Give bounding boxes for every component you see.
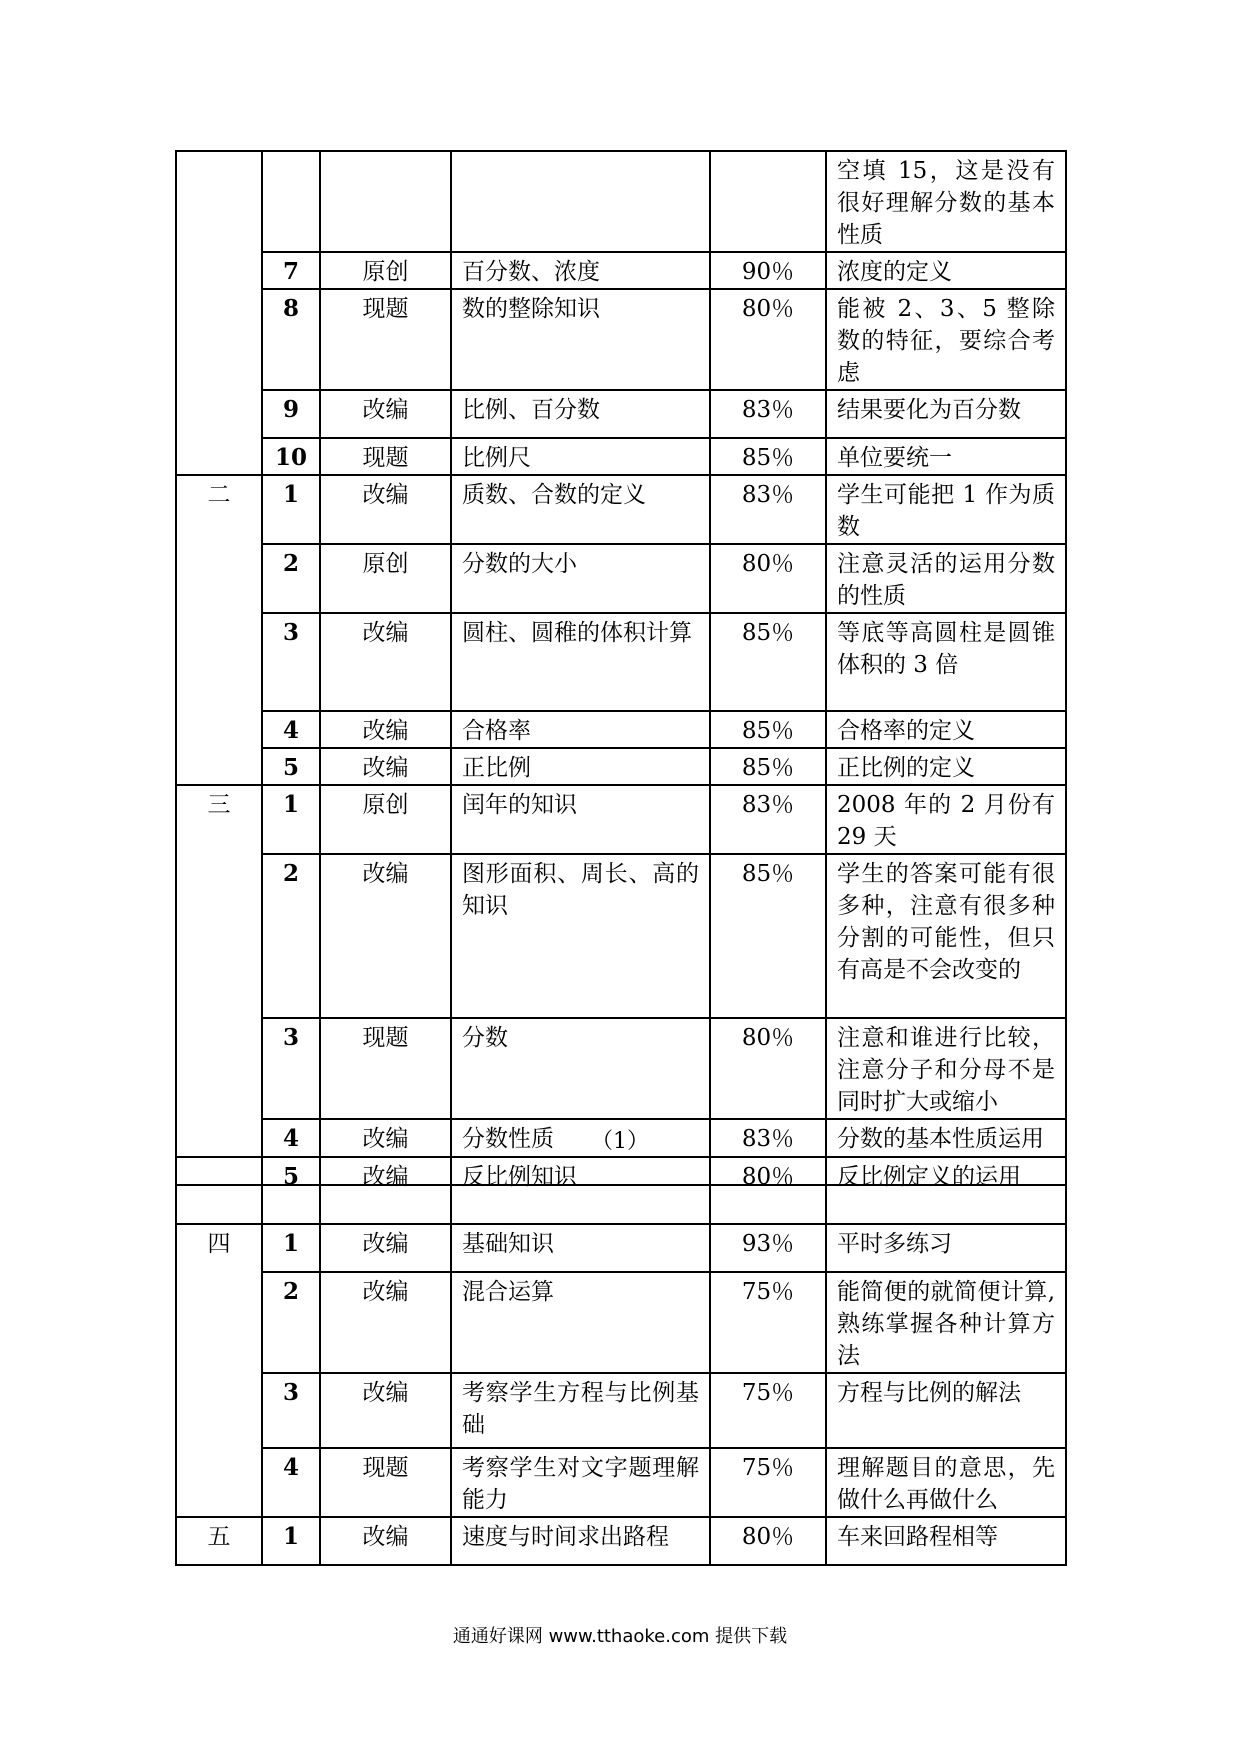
knowledge-point-cell: 分数 [451, 1018, 710, 1119]
expected-rate-cell: 85％ [710, 711, 826, 748]
knowledge-point-cell [451, 151, 710, 252]
question-type-cell: 改编 [320, 1119, 451, 1185]
question-type-cell: 改编 [320, 1272, 451, 1373]
question-number-cell [262, 151, 320, 252]
knowledge-point-cell: 正比例 [451, 748, 710, 785]
knowledge-point-cell: 质数、合数的定义 [451, 475, 710, 544]
table-row [176, 151, 1066, 252]
question-number-cell: 9 [262, 390, 320, 438]
knowledge-point-cell: 考察学生对文字题理解能力 [451, 1448, 710, 1517]
table-row [176, 438, 1066, 475]
question-type-cell: 现题 [320, 1018, 451, 1119]
table-row [176, 544, 1066, 613]
note-cell: 学生可能把 1 作为质数 [826, 475, 1066, 544]
table-row [176, 748, 1066, 785]
expected-rate-cell: 75％ [710, 1448, 826, 1517]
question-type-cell: 改编 [320, 1224, 451, 1272]
question-number-cell: 5 [262, 1157, 320, 1224]
knowledge-point-cell: 图形面积、周长、高的知识 [451, 854, 710, 1018]
question-number-cell: 10 [262, 438, 320, 475]
question-number-cell: 3 [262, 613, 320, 711]
knowledge-point-cell: 比例、百分数 [451, 390, 710, 438]
expected-rate-cell: 93％ [710, 1224, 826, 1272]
expected-rate-cell: 85％ [710, 854, 826, 1018]
note-cell: 正比例的定义 [826, 748, 1066, 785]
question-type-cell: 改编 [320, 613, 451, 711]
expected-rate-cell: 83％ [710, 785, 826, 854]
knowledge-point-cell: 闰年的知识 [451, 785, 710, 854]
note-cell: 平时多练习 [826, 1224, 1066, 1272]
note-cell: 合格率的定义 [826, 711, 1066, 748]
question-type-cell [320, 151, 451, 252]
question-number-cell: 1 [262, 1517, 320, 1565]
expected-rate-cell: 83％ [710, 475, 826, 544]
table-row [176, 1517, 1066, 1565]
table-row [176, 1272, 1066, 1373]
expected-rate-cell: 85％ [710, 438, 826, 475]
question-type-cell: 原创 [320, 544, 451, 613]
table-row [176, 1224, 1066, 1272]
question-number-cell: 1 [262, 785, 320, 854]
question-number-cell: 1 [262, 1224, 320, 1272]
question-number-cell: 4 [262, 1119, 320, 1185]
table-row [176, 711, 1066, 748]
question-type-cell: 改编 [320, 390, 451, 438]
section-cell: 五 [176, 1517, 262, 1565]
note-cell: 能简便的就简便计算,熟练掌握各种计算方法 [826, 1272, 1066, 1373]
note-cell: 空填 15，这是没有很好理解分数的基本性质 [826, 151, 1066, 252]
knowledge-point-cell: 分数性质 [451, 1119, 710, 1185]
knowledge-point-cell: 反比例知识 [451, 1157, 710, 1224]
question-number-cell: 1 [262, 475, 320, 544]
note-cell: 结果要化为百分数 [826, 390, 1066, 438]
expected-rate-cell: 80％ [710, 1157, 826, 1224]
note-cell: 学生的答案可能有很多种，注意有很多种分割的可能性，但只有高是不会改变的 [826, 854, 1066, 1018]
question-type-cell: 改编 [320, 1157, 451, 1224]
question-type-cell: 改编 [320, 475, 451, 544]
note-cell: 分数的基本性质运用 [826, 1119, 1066, 1185]
question-type-cell: 现题 [320, 289, 451, 390]
note-cell: 2008 年的 2 月份有 29 天 [826, 785, 1066, 854]
question-number-cell: 7 [262, 252, 320, 289]
page-footer: 通通好课网 www.tthaoke.com 提供下载 [452, 1626, 788, 1647]
table-row [176, 1157, 1066, 1224]
table-row [176, 475, 1066, 544]
question-type-cell: 现题 [320, 1448, 451, 1517]
analysis-table-part-2 [175, 1156, 1067, 1566]
expected-rate-cell: 80％ [710, 1018, 826, 1119]
note-cell: 浓度的定义 [826, 252, 1066, 289]
note-cell: 反比例定义的运用 [826, 1157, 1066, 1224]
table-row [176, 1018, 1066, 1119]
knowledge-point-cell: 数的整除知识 [451, 289, 710, 390]
note-cell: 单位要统一 [826, 438, 1066, 475]
section-cell [176, 1157, 262, 1224]
knowledge-point-cell: 合格率 [451, 711, 710, 748]
knowledge-point-cell: 基础知识 [451, 1224, 710, 1272]
note-cell: 能被 2、3、5 整除数的特征，要综合考虑 [826, 289, 1066, 390]
question-type-cell: 改编 [320, 711, 451, 748]
expected-rate-cell: 83％ [710, 1119, 826, 1185]
expected-rate-cell: 75％ [710, 1373, 826, 1448]
question-type-cell: 改编 [320, 1517, 451, 1565]
expected-rate-cell: 90％ [710, 252, 826, 289]
table-caption: （1） [591, 1129, 649, 1154]
table-row [176, 613, 1066, 711]
table-row [176, 390, 1066, 438]
question-number-cell: 5 [262, 748, 320, 785]
knowledge-point-cell: 混合运算 [451, 1272, 710, 1373]
expected-rate-cell: 75％ [710, 1272, 826, 1373]
expected-rate-cell: 85％ [710, 613, 826, 711]
knowledge-point-cell: 比例尺 [451, 438, 710, 475]
analysis-table-part-1 [175, 150, 1067, 1186]
question-type-cell: 改编 [320, 854, 451, 1018]
question-type-cell: 改编 [320, 1373, 451, 1448]
table-row [176, 252, 1066, 289]
expected-rate-cell: 80％ [710, 1517, 826, 1565]
section-cell [176, 151, 262, 475]
table-row [176, 854, 1066, 1018]
question-type-cell: 原创 [320, 785, 451, 854]
expected-rate-cell: 85％ [710, 748, 826, 785]
table-row [176, 289, 1066, 390]
section-cell: 二 [176, 475, 262, 785]
table-row [176, 785, 1066, 854]
expected-rate-cell [710, 151, 826, 252]
question-number-cell: 8 [262, 289, 320, 390]
question-type-cell: 原创 [320, 252, 451, 289]
question-number-cell: 2 [262, 544, 320, 613]
question-number-cell: 2 [262, 1272, 320, 1373]
knowledge-point-cell: 百分数、浓度 [451, 252, 710, 289]
question-number-cell: 4 [262, 711, 320, 748]
knowledge-point-cell: 圆柱、圆稚的体积计算 [451, 613, 710, 711]
expected-rate-cell: 80％ [710, 544, 826, 613]
note-cell: 注意灵活的运用分数的性质 [826, 544, 1066, 613]
table-row [176, 1448, 1066, 1517]
knowledge-point-cell: 考察学生方程与比例基础 [451, 1373, 710, 1448]
note-cell: 车来回路程相等 [826, 1517, 1066, 1565]
question-number-cell: 2 [262, 854, 320, 1018]
question-type-cell: 改编 [320, 748, 451, 785]
note-cell: 注意和谁进行比较，注意分子和分母不是同时扩大或缩小 [826, 1018, 1066, 1119]
knowledge-point-cell: 速度与时间求出路程 [451, 1517, 710, 1565]
section-cell: 三 [176, 785, 262, 1185]
question-type-cell: 现题 [320, 438, 451, 475]
note-cell: 方程与比例的解法 [826, 1373, 1066, 1448]
knowledge-point-cell: 分数的大小 [451, 544, 710, 613]
question-number-cell: 4 [262, 1448, 320, 1517]
question-number-cell: 3 [262, 1018, 320, 1119]
question-number-cell: 3 [262, 1373, 320, 1448]
section-cell: 四 [176, 1224, 262, 1517]
expected-rate-cell: 80％ [710, 289, 826, 390]
note-cell: 理解题目的意思，先做什么再做什么 [826, 1448, 1066, 1517]
expected-rate-cell: 83％ [710, 390, 826, 438]
note-cell: 等底等高圆柱是圆锥体积的 3 倍 [826, 613, 1066, 711]
table-row [176, 1373, 1066, 1448]
